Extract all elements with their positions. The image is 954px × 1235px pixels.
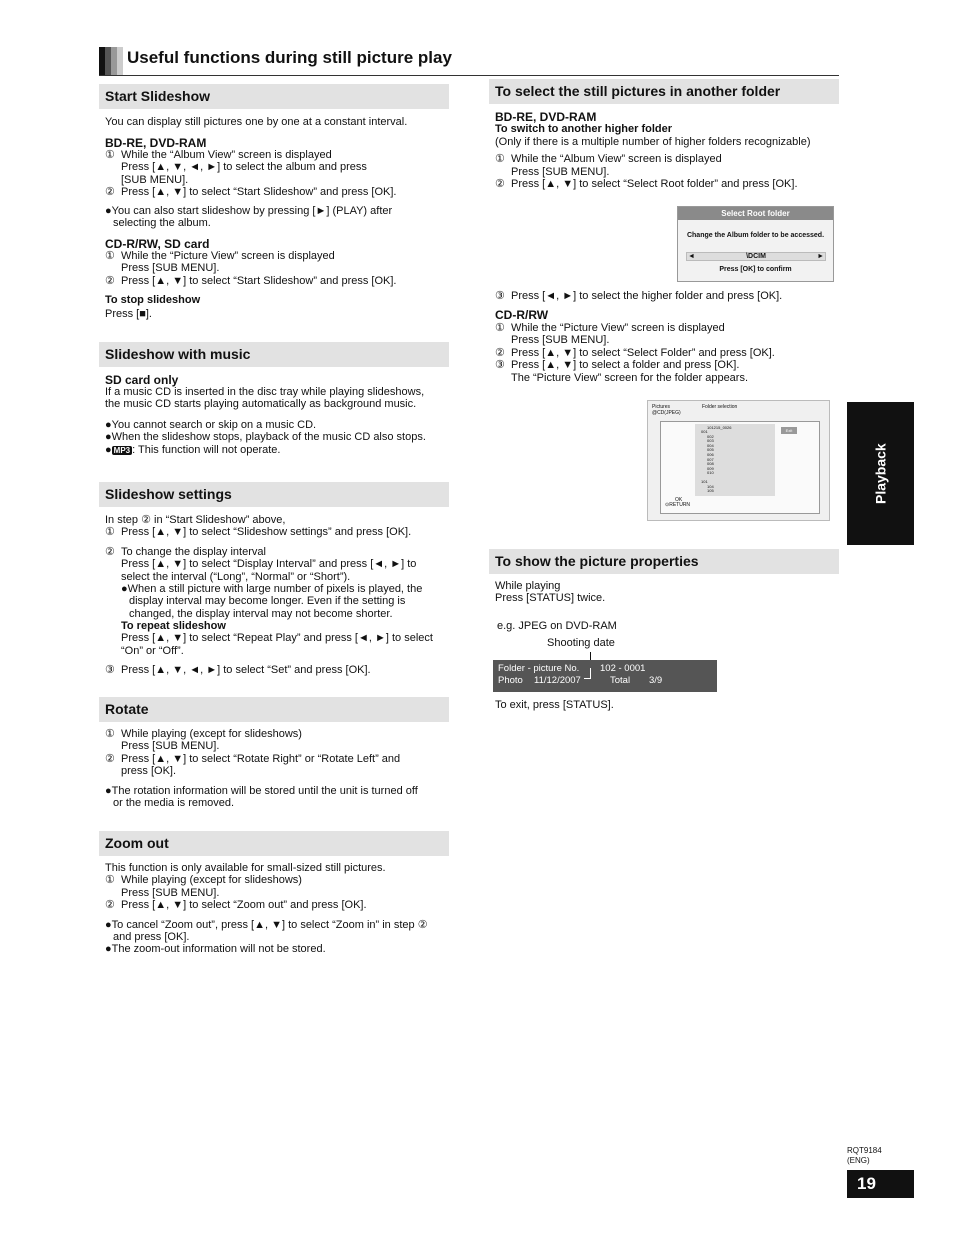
folder-item[interactable]: 005 xyxy=(707,447,714,453)
status-label-photo: Photo xyxy=(498,675,523,686)
dialog-title: Select Root folder xyxy=(678,207,833,220)
playback-side-tab xyxy=(847,402,914,545)
folder-selection-screen xyxy=(647,400,830,521)
ok-hint: OK xyxy=(675,497,683,503)
dialog-confirm: Press [OK] to confirm xyxy=(719,266,792,273)
folder-item[interactable]: 001 xyxy=(701,429,708,434)
folder-item[interactable]: 008 xyxy=(707,461,714,467)
start-slideshow-heading: Start Slideshow xyxy=(99,84,449,109)
folder-tree-list xyxy=(695,424,775,496)
folder-item[interactable]: 104 xyxy=(707,483,714,489)
properties-example: e.g. JPEG on DVD-RAM xyxy=(497,620,617,632)
folder-tree-panel xyxy=(660,421,820,514)
higher-folder-step: ③ Press [◄, ►] to select the higher folder and press [OK]. xyxy=(495,290,783,302)
return-icon: ⊙ xyxy=(665,502,670,508)
folder-item[interactable]: 003 xyxy=(707,438,714,444)
page-title: Useful functions during still picture play xyxy=(127,48,452,67)
screen-nav-hints xyxy=(665,498,690,508)
slideshow-settings-steps: In step ② in “Start Slideshow” above, ① Press [▲, ▼] to select “Slideshow settings” and press [OK]. ② To change the display interval Press [▲, ▼] to select “Display Interval” and press [◄, ►] to select the interval (“Long”, “Normal” or “Short”). ●When a still picture with large number of pixels is played, the display interval may become longer. Even if the setting is changed, the display interval may not become shorter. To repeat slideshow Press [▲, ▼] to select “Repeat Play” and press [◄, ►] to select “On” or “Off”. ③ Press [▲, ▼, ◄, ►] to select “Set” and press [OK]. xyxy=(105,514,450,676)
folder-item[interactable]: 007 xyxy=(707,456,714,462)
status-label-folder: Folder - picture No. xyxy=(498,663,580,674)
start-slideshow-note: ●You can also start slideshow by pressing [►] (PLAY) after selecting the album. xyxy=(105,205,393,230)
stop-slideshow-text: Press [■]. xyxy=(105,308,152,320)
folder-item[interactable]: 101 xyxy=(701,478,708,484)
shooting-date-callout: Shooting date xyxy=(547,637,615,649)
start-slideshow-intro: You can display still pictures one by one at a constant interval. xyxy=(105,116,408,128)
stop-slideshow-label: To stop slideshow xyxy=(105,294,201,306)
rotate-steps: ① While playing (except for slideshows) Press [SUB MENU]. ② Press [▲, ▼] to select “Rotate Right” or “Rotate Left” and press [OK]. ●The rotation information will be stored until the unit is turned off or the media is removed. xyxy=(105,728,418,810)
status-display xyxy=(493,660,717,692)
side-tab-label: Playback xyxy=(872,443,889,504)
another-folder-steps: (Only if there is a multiple number of higher folders recognizable) ① While the “Album View” screen is displayed Press [SUB MENU]. ② Press [▲, ▼] to select “Select Root folder” and press [OK]. xyxy=(495,136,811,191)
folder-item[interactable]: 105 xyxy=(707,488,714,494)
folder-item[interactable]: 004 xyxy=(707,442,714,448)
screen-left-title: Pictures @CD(JPEG) xyxy=(652,404,681,416)
switch-folder-label: To switch to another higher folder xyxy=(495,123,673,135)
zoom-out-steps: This function is only available for small-sized still pictures. ① While playing (except for slideshows) Press [SUB MENU]. ② Press [▲, ▼] to select “Zoom out” and press [OK]. ●To cancel “Zoom out”, press [▲, ▼] to select “Zoom in” in step ② and press [OK]. ●The zoom-out information will not be stored. xyxy=(105,862,428,956)
page-number: 19 xyxy=(847,1170,914,1198)
repeat-slideshow-label: To repeat slideshow xyxy=(121,620,226,633)
another-folder-heading: To select the still pictures in another folder xyxy=(489,79,839,104)
properties-heading: To show the picture properties xyxy=(489,549,839,574)
sd-only-label: SD card only xyxy=(105,373,179,387)
arrow-right-icon[interactable]: ► xyxy=(817,253,824,260)
slideshow-music-bullets: ●You cannot search or skip on a music CD. ●When the slideshow stops, playback of the music CD also stops. ● MP3 : This function will not operate. xyxy=(105,419,426,456)
slideshow-music-text: If a music CD is inserted in the disc tray while playing slideshows, the music CD starts playing automatically as background music. xyxy=(105,386,425,411)
properties-exit: To exit, press [STATUS]. xyxy=(495,699,614,711)
folder-item[interactable]: 010 xyxy=(707,470,714,476)
status-label-total: Total xyxy=(610,675,631,686)
screen-right-title: Folder selection xyxy=(702,404,738,410)
slideshow-music-heading: Slideshow with music xyxy=(99,342,449,367)
status-value-total: 3/9 xyxy=(649,675,663,686)
cd-folder-steps: ① While the “Picture View” screen is displayed Press [SUB MENU]. ② Press [▲, ▼] to select “Select Folder” and press [OK]. ③ Press [▲, ▼] to select a folder and press [OK]. The “Picture View” screen for the folder appears. xyxy=(495,322,775,384)
rotate-heading: Rotate xyxy=(99,697,449,722)
status-value-date: 11/12/2007 xyxy=(534,675,581,686)
document-code: RQT9184 (ENG) xyxy=(847,1146,882,1165)
folder-cd-label: CD-R/RW xyxy=(495,308,549,322)
root-folder-selector[interactable]: ◄ \DCIM ► xyxy=(688,253,824,260)
folder-root[interactable]: 101215_0026 xyxy=(707,425,732,430)
properties-steps: While playing Press [STATUS] twice. xyxy=(495,580,606,605)
folder-item[interactable]: 009 xyxy=(707,465,714,471)
bd-label: BD-RE, DVD-RAM xyxy=(105,136,207,150)
folder-list xyxy=(695,430,775,494)
start-slideshow-bd-steps: ① While the “Album View” screen is displayed Press [▲, ▼, ◄, ►] to select the album and press [SUB MENU]. ② Press [▲, ▼] to select “Start Slideshow” and press [OK]. xyxy=(105,149,397,199)
dialog-message: Change the Album folder to be accessed. xyxy=(686,232,825,239)
zoom-out-heading: Zoom out xyxy=(99,831,449,856)
exit-button[interactable]: Exit xyxy=(781,427,797,434)
folder-bd-label: BD-RE, DVD-RAM xyxy=(495,110,597,124)
return-hint: RETURN xyxy=(669,502,691,508)
slideshow-settings-heading: Slideshow settings xyxy=(99,482,449,507)
callout-bracket xyxy=(584,668,591,679)
start-slideshow-cd-steps: ① While the “Picture View” screen is displayed Press [SUB MENU]. ② Press [▲, ▼] to select “Start Slideshow” and press [OK]. xyxy=(105,250,397,287)
folder-item[interactable]: 002 xyxy=(707,433,714,439)
title-decoration xyxy=(99,47,123,75)
mp3-badge: MP3 xyxy=(113,445,131,455)
select-root-folder-dialog xyxy=(677,206,834,282)
folder-item[interactable]: 006 xyxy=(707,451,714,457)
cd-sd-label: CD-R/RW, SD card xyxy=(105,237,210,251)
status-value-folder: 102 - 0001 xyxy=(600,663,646,674)
arrow-left-icon[interactable]: ◄ xyxy=(688,253,695,260)
